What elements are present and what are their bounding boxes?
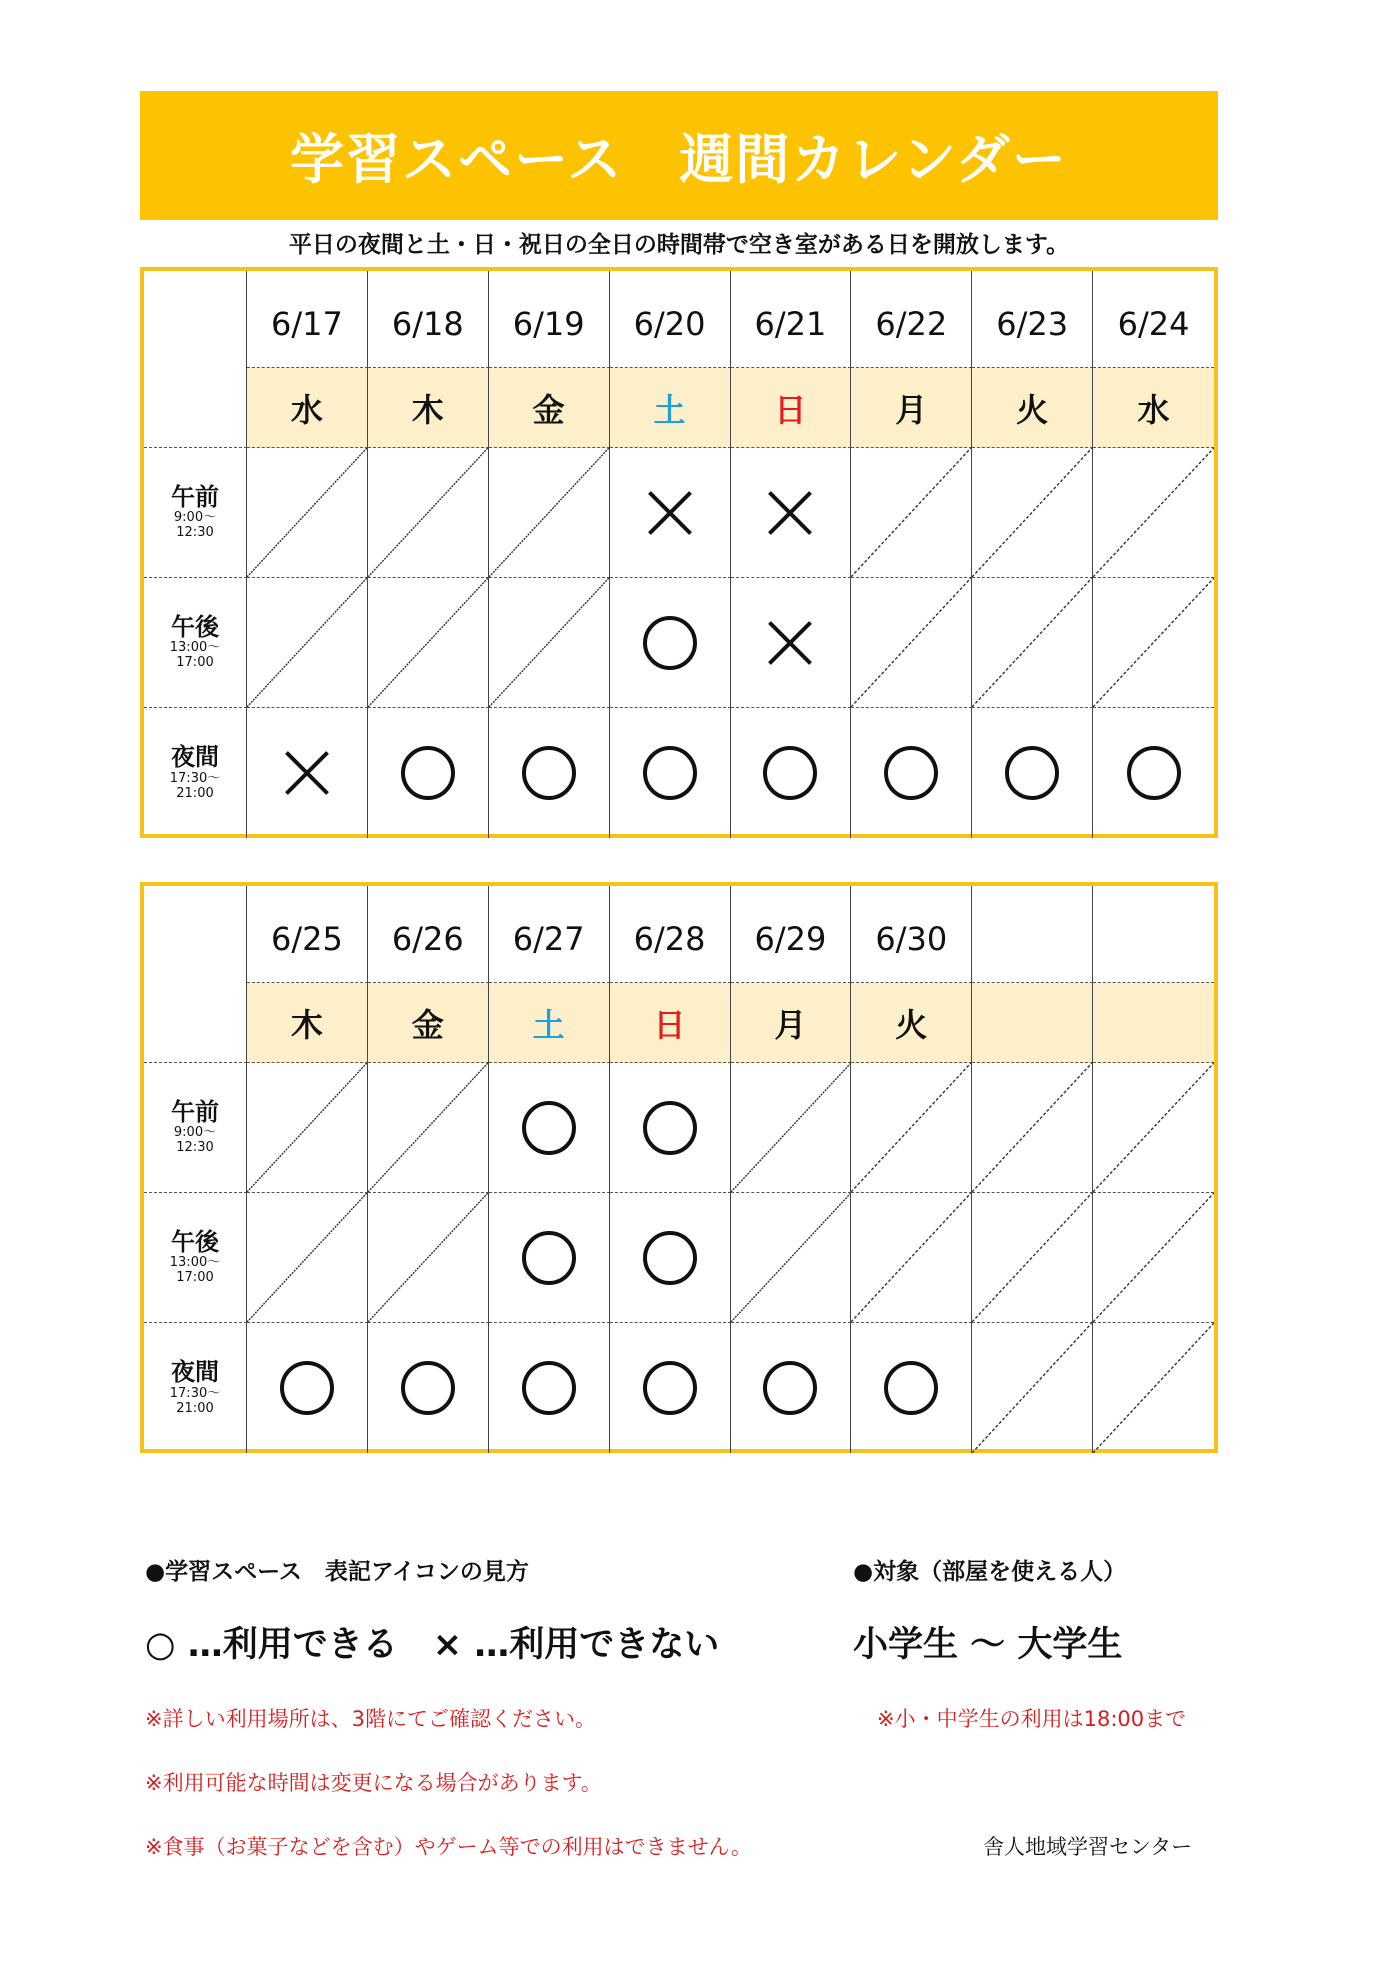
closed-slot	[368, 448, 489, 578]
unavailable-slash	[851, 1193, 971, 1322]
period-label-cell	[144, 1323, 247, 1453]
circle-icon	[884, 1361, 938, 1415]
available-slot	[610, 708, 731, 838]
closed-slot	[851, 1193, 972, 1323]
period-name: 午前	[171, 482, 219, 511]
date-cell: 6/23	[972, 271, 1093, 368]
unavailable-slash	[247, 578, 367, 707]
period-name: 午前	[171, 1097, 219, 1126]
period-label-cell	[144, 708, 247, 838]
weekday-cell: 金	[489, 368, 610, 448]
icon-legend-heading: ●学習スペース 表記アイコンの見方	[145, 1559, 529, 1585]
period-start-time: 9:00～	[173, 1125, 217, 1141]
note-time-change: ※利用可能な時間は変更になる場合があります。	[145, 1771, 602, 1795]
available-slot	[610, 1193, 731, 1323]
unavailable-slash	[1093, 1323, 1214, 1453]
weekday-cell: 水	[247, 368, 368, 448]
date-cell: 6/22	[851, 271, 972, 368]
period-label-cell	[144, 1063, 247, 1193]
circle-icon	[401, 746, 455, 800]
closed-slot	[368, 578, 489, 708]
weekday-cell: 月	[851, 368, 972, 448]
closed-slot	[972, 448, 1093, 578]
date-cell: 6/20	[610, 271, 731, 368]
period-label-cell	[144, 578, 247, 708]
period-label-cell	[144, 1193, 247, 1323]
circle-icon	[643, 746, 697, 800]
unavailable-slash	[1093, 1193, 1214, 1322]
empty-weekday-cell	[972, 983, 1093, 1063]
unavailable-slash	[851, 448, 971, 577]
weekday-cell: 日	[610, 983, 731, 1063]
closed-slot	[247, 1063, 368, 1193]
cross-icon	[647, 490, 693, 536]
date-cell: 6/18	[368, 271, 489, 368]
empty-date-cell	[972, 886, 1093, 983]
available-slot	[368, 708, 489, 838]
calendar-week-1	[140, 267, 1218, 838]
unavailable-slash	[731, 1193, 851, 1322]
unavailable-slash	[1093, 578, 1214, 707]
cross-icon	[767, 620, 813, 666]
closed-slot	[731, 1063, 852, 1193]
corner-cell	[144, 886, 247, 1063]
weekday-cell: 火	[851, 983, 972, 1063]
period-name: 午後	[171, 612, 219, 641]
weekday-cell: 土	[610, 368, 731, 448]
closed-slot	[489, 578, 610, 708]
unavailable-slash	[972, 448, 1092, 577]
period-end-time: 17:00	[176, 655, 214, 671]
weekday-cell: 水	[1093, 368, 1214, 448]
period-end-time: 17:00	[176, 1270, 214, 1286]
unavailable-slot	[731, 448, 852, 578]
unavailable-slash	[1093, 448, 1214, 577]
available-slot	[489, 1323, 610, 1453]
available-slot	[610, 1323, 731, 1453]
unavailable-slot	[731, 578, 852, 708]
cross-icon	[767, 490, 813, 536]
period-name: 午後	[171, 1227, 219, 1256]
period-start-time: 17:30～	[169, 770, 221, 786]
weekday-cell: 土	[489, 983, 610, 1063]
closed-slot	[851, 578, 972, 708]
closed-slot	[851, 1063, 972, 1193]
unavailable-slot	[247, 708, 368, 838]
title-banner	[140, 91, 1218, 220]
circle-icon	[401, 1361, 455, 1415]
period-start-time: 13:00～	[169, 1255, 221, 1271]
circle-icon	[522, 1361, 576, 1415]
circle-icon	[1005, 746, 1059, 800]
closed-slot	[1093, 448, 1214, 578]
closed-slot	[1093, 578, 1214, 708]
circle-icon	[643, 1101, 697, 1155]
unavailable-slash	[972, 1323, 1092, 1453]
weekday-cell: 金	[368, 983, 489, 1063]
available-slot	[851, 708, 972, 838]
available-slot	[610, 1063, 731, 1193]
period-end-time: 21:00	[176, 785, 214, 801]
date-cell: 6/26	[368, 886, 489, 983]
empty-weekday-cell	[1093, 983, 1214, 1063]
organization-name: 舎人地域学習センター	[983, 1835, 1193, 1859]
closed-slot	[972, 1323, 1093, 1453]
period-name: 夜間	[171, 1358, 219, 1387]
period-start-time: 17:30～	[169, 1385, 221, 1401]
circle-icon	[522, 1101, 576, 1155]
available-slot	[1093, 708, 1214, 838]
calendar-week-2	[140, 882, 1218, 1453]
weekday-cell: 火	[972, 368, 1093, 448]
available-slot	[731, 708, 852, 838]
closed-slot	[489, 448, 610, 578]
unavailable-slash	[851, 578, 971, 707]
unavailable-slash	[489, 448, 609, 577]
icon-legend-text: ○ …利用できる × …利用できない	[145, 1625, 720, 1665]
date-cell: 6/17	[247, 271, 368, 368]
available-slot	[247, 1323, 368, 1453]
closed-slot	[247, 1193, 368, 1323]
closed-slot	[1093, 1063, 1214, 1193]
unavailable-slash	[489, 578, 609, 707]
circle-icon	[280, 1361, 334, 1415]
period-end-time: 12:30	[176, 525, 214, 541]
unavailable-slash	[368, 448, 488, 577]
weekday-cell: 木	[368, 368, 489, 448]
period-name: 夜間	[171, 743, 219, 772]
unavailable-slash	[247, 1193, 367, 1322]
date-cell: 6/27	[489, 886, 610, 983]
note-age-limit: ※小・中学生の利用は18:00まで	[877, 1707, 1187, 1731]
unavailable-slash	[247, 448, 367, 577]
circle-icon	[522, 1231, 576, 1285]
corner-cell	[144, 271, 247, 448]
circle-icon	[763, 1361, 817, 1415]
note-no-food: ※食事（お菓子などを含む）やゲーム等での利用はできません。	[145, 1835, 752, 1859]
weekday-cell: 月	[731, 983, 852, 1063]
period-start-time: 13:00～	[169, 640, 221, 656]
circle-icon	[763, 746, 817, 800]
closed-slot	[731, 1193, 852, 1323]
closed-slot	[247, 578, 368, 708]
closed-slot	[972, 1063, 1093, 1193]
unavailable-slash	[972, 1193, 1092, 1322]
unavailable-slot	[610, 448, 731, 578]
period-end-time: 12:30	[176, 1140, 214, 1156]
page-subtitle: 平日の夜間と土・日・祝日の全日の時間帯で空き室がある日を開放します。	[288, 232, 1070, 258]
weekday-cell: 木	[247, 983, 368, 1063]
unavailable-slash	[1093, 1063, 1214, 1192]
page-title: 学習スペース 週間カレンダー	[290, 128, 1068, 191]
circle-icon	[884, 746, 938, 800]
note-location: ※詳しい利用場所は、3階にてご確認ください。	[145, 1707, 596, 1731]
circle-icon	[643, 1231, 697, 1285]
available-slot	[972, 708, 1093, 838]
date-cell: 6/24	[1093, 271, 1214, 368]
weekday-cell: 日	[731, 368, 852, 448]
cross-icon	[284, 750, 330, 796]
available-slot	[489, 1063, 610, 1193]
circle-icon	[643, 1361, 697, 1415]
closed-slot	[247, 448, 368, 578]
available-slot	[489, 708, 610, 838]
unavailable-slash	[247, 1063, 367, 1192]
date-cell: 6/30	[851, 886, 972, 983]
closed-slot	[972, 1193, 1093, 1323]
date-cell: 6/25	[247, 886, 368, 983]
date-cell: 6/28	[610, 886, 731, 983]
closed-slot	[1093, 1193, 1214, 1323]
unavailable-slash	[972, 1063, 1092, 1192]
closed-slot	[851, 448, 972, 578]
closed-slot	[972, 578, 1093, 708]
target-text: 小学生 ～ 大学生	[853, 1625, 1123, 1665]
closed-slot	[368, 1193, 489, 1323]
date-cell: 6/29	[731, 886, 852, 983]
date-cell: 6/21	[731, 271, 852, 368]
available-slot	[731, 1323, 852, 1453]
period-label-cell	[144, 448, 247, 578]
empty-date-cell	[1093, 886, 1214, 983]
unavailable-slash	[731, 1063, 851, 1192]
available-slot	[489, 1193, 610, 1323]
circle-icon	[522, 746, 576, 800]
closed-slot	[368, 1063, 489, 1193]
available-slot	[368, 1323, 489, 1453]
available-slot	[610, 578, 731, 708]
closed-slot	[1093, 1323, 1214, 1453]
target-heading: ●対象（部屋を使える人）	[853, 1559, 1127, 1585]
unavailable-slash	[972, 578, 1092, 707]
unavailable-slash	[851, 1063, 971, 1192]
circle-icon	[643, 616, 697, 670]
period-end-time: 21:00	[176, 1400, 214, 1416]
period-start-time: 9:00～	[173, 510, 217, 526]
circle-icon	[1127, 746, 1181, 800]
unavailable-slash	[368, 1063, 488, 1192]
date-cell: 6/19	[489, 271, 610, 368]
unavailable-slash	[368, 578, 488, 707]
available-slot	[851, 1323, 972, 1453]
unavailable-slash	[368, 1193, 488, 1322]
